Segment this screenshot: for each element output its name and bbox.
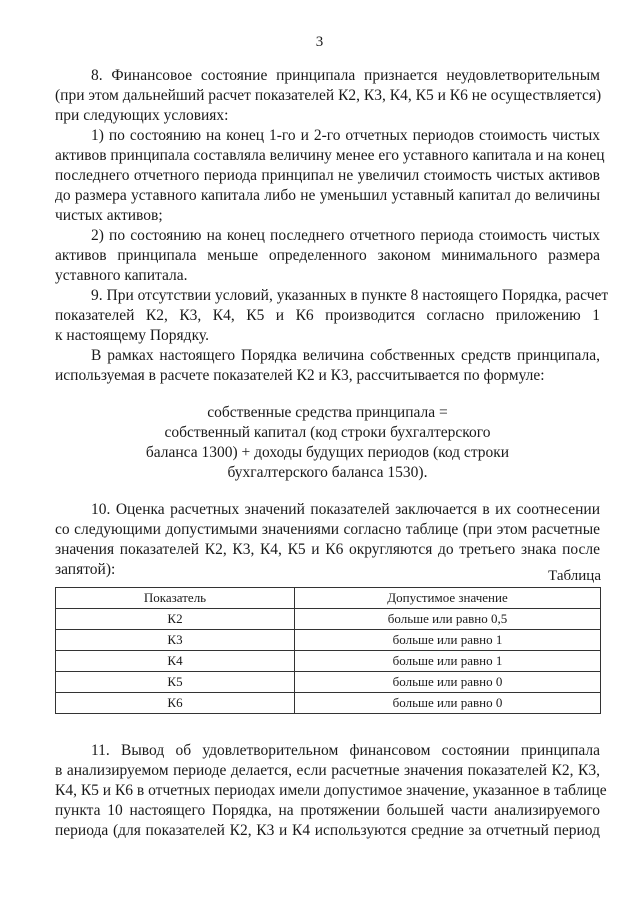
- text-line-f-2: собственный капитал (код строки бухгалтерского: [164, 424, 491, 441]
- text-line-p8-1: 8. Финансовое состояние принципала признается неудовлетворительным: [91, 67, 600, 84]
- text-line-p8-9: 2) по состоянию на конец последнего отчетного периода стоимость чистых: [91, 227, 600, 244]
- text-line-p11-1: 11. Вывод об удовлетворительном финансовом состоянии принципала: [91, 742, 600, 759]
- text-line-p8-11: уставного капитала.: [55, 267, 188, 284]
- text-line-p9-1: 9. При отсутствии условий, указанных в пункте 8 настоящего Порядка, расчет: [91, 287, 609, 304]
- table-cell-value: больше или равно 0: [295, 672, 601, 693]
- table-row: [56, 693, 601, 714]
- table-cell-indicator: К3: [56, 630, 295, 651]
- page-number: 3: [315, 34, 324, 50]
- table-cell-indicator: К6: [56, 693, 295, 714]
- text-line-p8-3: при следующих условиях:: [55, 107, 229, 124]
- table-row: [56, 630, 601, 651]
- text-line-f-4: бухгалтерского баланса 1530).: [227, 464, 428, 481]
- table-cell-value: больше или равно 0: [295, 693, 601, 714]
- text-line-p11-4: пункта 10 настоящего Порядка, на протяжении большей части анализируемого: [55, 802, 600, 819]
- table-cell-indicator: К5: [56, 672, 295, 693]
- text-line-p9-4: В рамках настоящего Порядка величина собственных средств принципала,: [91, 347, 600, 364]
- text-line-p9-2: показателей К2, К3, К4, К5 и К6 производится согласно приложению 1: [55, 307, 600, 324]
- table-cell-value: больше или равно 1: [295, 630, 601, 651]
- table-cell-indicator: К2: [56, 609, 295, 630]
- text-line-f-3: баланса 1300) + доходы будущих периодов (код строки: [145, 444, 510, 461]
- table-cell-indicator: К4: [56, 651, 295, 672]
- text-line-p10-4: запятой):: [55, 561, 116, 578]
- text-line-p8-7: до размера уставного капитала либо не уменьшил уставный капитал до величины: [55, 187, 600, 204]
- text-line-p11-2: в анализируемом периоде делается, если расчетные значения показателей К2, К3,: [55, 762, 600, 779]
- table-row: [56, 672, 601, 693]
- text-line-f-1: собственные средства принципала =: [207, 404, 448, 421]
- text-line-p8-8: чистых активов;: [55, 207, 163, 224]
- text-line-p8-5: активов принципала составляла величину менее его уставного капитала и на конец: [55, 147, 605, 164]
- indicators-table: [55, 587, 601, 714]
- table-row: [56, 651, 601, 672]
- text-line-p9-3: к настоящему Порядку.: [55, 327, 209, 344]
- text-line-p11-5: периода (для показателей К2, К3 и К4 используются средние за отчетный период: [55, 822, 600, 839]
- table-row: [56, 609, 601, 630]
- table-cell-value: больше или равно 1: [295, 651, 601, 672]
- text-line-p10-2: со следующими допустимыми значениями согласно таблице (при этом расчетные: [55, 521, 600, 538]
- table-header-row: [56, 588, 601, 609]
- text-line-p11-3: К4, К5 и К6 в отчетных периодах имели допустимое значение, указанное в таблице: [55, 782, 607, 799]
- table-caption: Таблица: [548, 568, 601, 584]
- text-line-p8-2: (при этом дальнейший расчет показателей К2, К3, К4, К5 и К6 не осуществляется): [55, 87, 602, 104]
- text-line-p8-6: последнего отчетного периода принципал не увеличил стоимость чистых активов: [55, 167, 600, 184]
- text-line-p8-10: активов принципала меньше определенного законом минимального размера: [55, 247, 600, 264]
- table-header-indicator: Показатель: [56, 588, 295, 609]
- text-line-p8-4: 1) по состоянию на конец 1-го и 2-го отчетных периодов стоимость чистых: [91, 127, 600, 144]
- table-cell-value: больше или равно 0,5: [295, 609, 601, 630]
- text-line-p10-3: значения показателей К2, К3, К4, К5 и К6 округляются до третьего знака после: [55, 541, 600, 558]
- table-header-value: Допустимое значение: [295, 588, 601, 609]
- text-line-p9-5: используемая в расчете показателей К2 и К3, рассчитывается по формуле:: [55, 367, 545, 384]
- text-line-p10-1: 10. Оценка расчетных значений показателей заключается в их соотнесении: [91, 501, 600, 518]
